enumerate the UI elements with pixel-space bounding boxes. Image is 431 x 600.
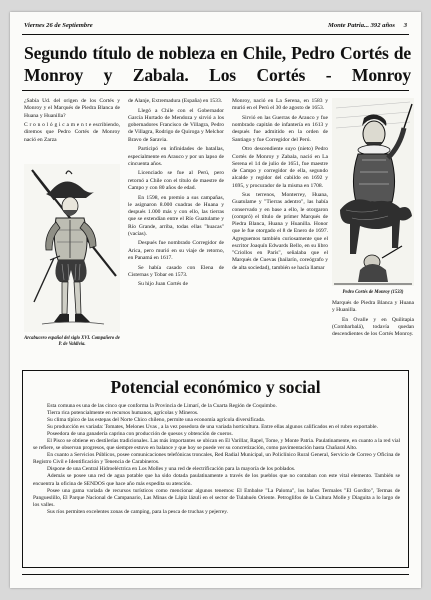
header-rule <box>22 34 409 35</box>
paragraph: Sus ríos permiten excelentes zonas de camping, para la pesca de truchas y pejerrey. <box>47 508 228 515</box>
paragraph: Posee una gama variada de recursos turísticos como mencionar algunos tenemos: El Embalse "La Paloma", los baños Termales "El Gordito", Termas de Pangueslillo, El Parque Nacional de Campanario, Las Minas de Lápiz lázuli en el sector de Tulahuén Oriente. Petroglifos de la Cultura Molle y Diaguita a lo largo de los valles. <box>33 487 400 508</box>
article-headline: Segundo título de nobleza en Chile, Pedro Cortés de Monroy y Zabala. Los Cortés - Monroy <box>24 43 411 85</box>
arquebusier-illustration <box>24 164 120 332</box>
paragraph: Dispone de una Central Hidroeléctrica en Los Molles y una red de electrificación para la mayoría de los poblados. <box>47 466 296 473</box>
paragraph: Sus terrenos, Monterrey, Huana, Guatulame y "Tierras adentro", las había conservado y en base a ello, le otorgaron (compró) el título de primer Marqués de Piedra Blanca, Huana y Huanilla. Honor que le fue otorgado el 8 de Enero de 1697. Agreguemos también curiosamente que el escritor Joaquín Edwards Bello, en su libro "Criollos en París", señalaba que el Marqués de Cuevas (bailarín, coreógrafo y de alta sociedad), también se hacía llamar <box>232 192 328 271</box>
box-title: Potencial económico y social <box>110 377 321 397</box>
paragraph: C r o n o l ó g i c a m e n t e escribiendo, diremos que Pedro Cortés de Monroy nació en Zarza <box>24 122 120 143</box>
paragraph: Su producción es variada: Tomates, Melones Uvas , a la vez posedora de una variada horticultura. Entre ellas algunos calificados en el rubro exportable. <box>47 424 378 431</box>
paragraph: Monroy, nació en La Serena, en 1583 y murió en el Perú el 30 de agosto de 1653. <box>232 98 328 112</box>
article-column-2 <box>128 98 224 289</box>
article-column-3 <box>232 98 328 272</box>
newspaper-page <box>10 12 421 588</box>
right-figure-caption: Pedro Cortés de Monroy (1533) <box>342 290 404 295</box>
paragraph: Además se posee una red de agua potable que ha sido dotada paulatinamente a través de los pueblos que no contaban con este vital elemento. También se encuentra la oficina de SENDOS que hace año más expedita su atención. <box>33 473 400 487</box>
article-column-1 <box>24 98 120 144</box>
economic-potential-box <box>22 370 409 568</box>
paragraph: Licenciado se fue al Perú, pero retornó a Chile con el título de maestre de Campo y con 80 años de edad. <box>128 170 224 191</box>
paragraph: ¿Sabía Ud. del origen de los Cortés y Monroy y el Marqués de Piedra Blanca de Huana y Huanilla? <box>24 98 120 119</box>
paragraph: Llegó a Chile con el Gobernador García Hurtado de Mendoza y sirvió a los gobernadores Francisco de Villagra, Pedro de Villagra, Rodrigo de Quiroga y Melchor Bravo de Saravia. <box>128 107 224 143</box>
paragraph: Poseedora de una ganadería caprina con producción de quesos y obtención de cueros. <box>47 431 233 438</box>
paragraph: En Ovalle y en Quilitapia (Combarbalá), todavía quedan descendientes de los Cortés Monroy. <box>332 316 414 338</box>
article-column-4 <box>332 300 414 339</box>
paragraph: Su hijo Juan Cortés de <box>138 281 188 288</box>
footer-rule <box>22 574 409 575</box>
left-figure-caption: Arcabucero español del siglo XVI. Compañero de P. de Valdivia. <box>24 336 120 347</box>
paragraph: Esta comuna es una de las cinco que conforma la Provincia de Limarí, de la Cuarta Región de Coquimbo. <box>47 403 277 409</box>
page-header <box>22 20 409 34</box>
pedro-cortes-portrait <box>332 98 414 286</box>
paragraph: Otro descendiente suyo (nieto) Pedro Cortés de Monroy y Zabala, nació en La Serena el 14 de julio de 1651, fue maestre de Campo y corregidor de ella, segundo alcalde y regidor del cabildo en 1692 y 1695, y procurador de la misma en 1708. <box>232 146 328 189</box>
header-page-number: 3 <box>403 22 407 29</box>
header-date: Viernes 26 de Septiembre <box>24 22 93 29</box>
paragraph: Marqués de Piedra Blanca y Huana y Huanilla. <box>332 300 414 314</box>
box-body <box>33 403 400 516</box>
paragraph: Participó en infinidades de batallas, especialmente en Arauco y por un lapso de cincuenta años. <box>128 146 224 167</box>
paragraph: El Pisco se obtiene en destilerías tradicionales. Las más importantes se ubican en El Varillar, Rapel, Tome, y Monte Patria. Paulatinamente, en cuanto a la red vial se refiere, se observan progresos, que siempre estuvo en balance y que hoy se puede ver su concretización, como pavimentación hasta Chañaral Alto. <box>33 438 400 452</box>
paragraph: Después fue nombrado Corregidor de Arica, pero murió en su viaje de retorno, en Panamá en 1617. <box>128 240 224 261</box>
paragraph: Su clima típico de las estepas del Norte Chico chileno, permite una economía agrícola diversificada. <box>47 417 266 424</box>
paragraph: Sirvió en las Guerras de Arauco y fue nombrado capitán de infantería en 1613 y después fue admitido en la orden de Santiago y fue Corregidor del Perú. <box>232 114 328 143</box>
headline-rule <box>22 90 409 91</box>
paragraph: de Alanje, Extremadura (España) en 1533. <box>128 98 223 104</box>
paragraph: Tierra rica potencialmente en recursos humanos, agrícolas y Mineros. <box>47 410 199 417</box>
header-running-title: Monte Patria... 392 años <box>327 22 395 29</box>
paragraph: En 1598, en premio a sus campañas, le asignaron 8.000 cuadras de Huana y después 1.000 más y con ello, las tierras que se extendían entre el Río Guatulame y Río Grande, arriba, todas ellas "huacas" (vacías). <box>128 194 224 237</box>
paragraph: Se había casado con Elena de Cisternas y Tobar en 1573. <box>128 264 224 278</box>
paragraph: En cuanto a Servicios Públicos, posee comunicaciones telefónicas troncales, Red Radial Municipal, un Policlínico Rural General, Servicio de Correo y Oficina de Registro Civil e Identificación y Tenencia de Carabineros. <box>33 452 400 466</box>
